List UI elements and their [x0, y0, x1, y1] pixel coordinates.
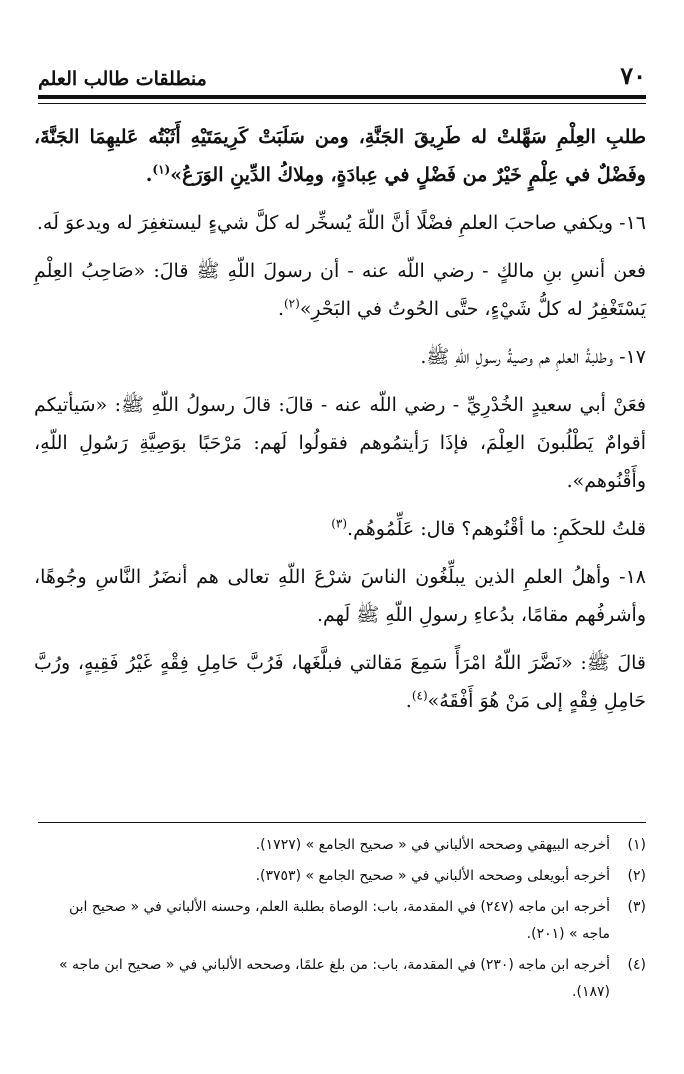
header-rule-thick [38, 95, 646, 99]
paragraph [34, 558, 646, 634]
paragraph [34, 644, 646, 720]
paragraph [34, 204, 646, 242]
footnotes [38, 832, 646, 1010]
footnote-number: (١) [627, 837, 646, 853]
footnote [38, 832, 646, 859]
paragraph-text: فعَنْ أبي سعيدٍ الخُدْرِيِّ - رضي اللّه عنه - قالَ: قالَ رسولُ اللّهِ ﷺ: «سَيأتيكم أقوامٌ يَطْلُبونَ العِلْمَ، فإذَا رَأيتمُوهم فقولُوا لَهم: مَرْحَبًا بوَصِيَّةِ رَسُولِ اللّهِ، وأَقْنُوهم». [34, 394, 646, 492]
footnote-mark: (٤) [411, 688, 428, 703]
paragraph-text: فعن أنسِ بنِ مالكٍ - رضي اللّه عنه - أن رسولَ اللّهِ ﷺ قالَ: «صَاحِبُ العِلْمِ يَسْتَغْفِرُ له كلُّ شَيْءٍ، حتَّى الحُوتُ في البَحْرِ» [34, 260, 646, 320]
paragraph [34, 386, 646, 500]
paragraph-text: ١٧- وطلبةُ العلمِ هم وصيةُ رسولِ اللّهِ ﷺ. [420, 346, 646, 368]
paragraph-text: طلبِ العِلْمِ سَهَّلتْ له طَرِيقَ الجَنَّةِ، ومن سَلَبَتْ كَرِيمَتَيْهِ أَثَبْتُه عَليهِمَا الجَنَّةَ، وفَضْلٌ في عِلْمٍ خَيْرٌ من فَضْلٍ في عِبادَةٍ، ومِلاكُ الدِّينِ الوَرَعُ» [34, 126, 646, 186]
footnote [38, 894, 646, 948]
footnote-mark: (١) [152, 162, 171, 177]
paragraph-text: ١٦- ويكفي صاحبَ العلمِ فضْلًا أنَّ اللّهَ يُسخِّر له كلَّ شيءٍ ليستغفِرَ له ويدعوَ لَه. [36, 212, 646, 234]
paragraph-tail: . [145, 164, 153, 186]
paragraph [34, 252, 646, 328]
paragraph-text: ١٨- وأهلُ العلمِ الذين يبلِّغُون الناسَ شرْعَ اللّهِ تعالى هم أنضَرُ النَّاسِ وجُوهًا، وأشرفُهم مقامًا، بدُعاءِ رسولِ اللّهِ ﷺ لَهم. [34, 566, 646, 626]
footnote-number: (٣) [627, 899, 646, 915]
paragraph-text: قالَ ﷺ: «نَضَّرَ اللّهُ امْرَأً سَمِعَ مَقالتي فبلَّغَها، فَرُبَّ حَامِلِ فِقْهٍ غَيْرُ فَقِيهٍ، ورُبَّ حَامِلِ فِقْهٍ إلى مَنْ هُوَ أَفْقَهُ» [34, 652, 646, 712]
footnote-mark: (٣) [331, 516, 348, 531]
paragraph [34, 510, 646, 548]
page-header [38, 40, 646, 90]
footnote-mark: (٢) [283, 296, 300, 311]
footnote-text: أخرجه ابن ماجه (٢٣٠) في المقدمة، باب: من بلغ علمًا، وصححه الألباني في « صحيح ابن ماجه » (١٨٧). [58, 957, 610, 1000]
running-title: منطلقات طالب العلم [38, 68, 207, 90]
footnote-number: (٢) [627, 868, 646, 884]
footnote-text: أخرجه البيهقي وصححه الألباني في « صحيح الجامع » (١٧٢٧). [255, 837, 610, 853]
footnote [38, 863, 646, 890]
paragraph [34, 338, 646, 376]
footnote [38, 952, 646, 1006]
paragraph-tail: . [277, 298, 284, 320]
page-number: ٧٠ [620, 61, 646, 90]
footnote-number: (٤) [627, 957, 646, 973]
paragraph [34, 118, 646, 194]
paragraph-text: قلتُ للحكَمِ: ما أقْنُوهم؟ قال: عَلِّمُوهُم. [347, 518, 646, 540]
footnote-text: أخرجه أبويعلى وصححه الألباني في « صحيح الجامع » (٣٧٥٣). [255, 868, 610, 884]
footnote-rule [38, 822, 646, 823]
paragraph-tail: . [405, 690, 412, 712]
footnote-text: أخرجه ابن ماجه (٢٤٧) في المقدمة، باب: الوصاة بطلبة العلم، وحسنه الألباني في « صحيح ابن ماجه » (٢٠١). [68, 899, 610, 942]
header-rule-thin [38, 103, 646, 104]
body-text [34, 118, 646, 730]
